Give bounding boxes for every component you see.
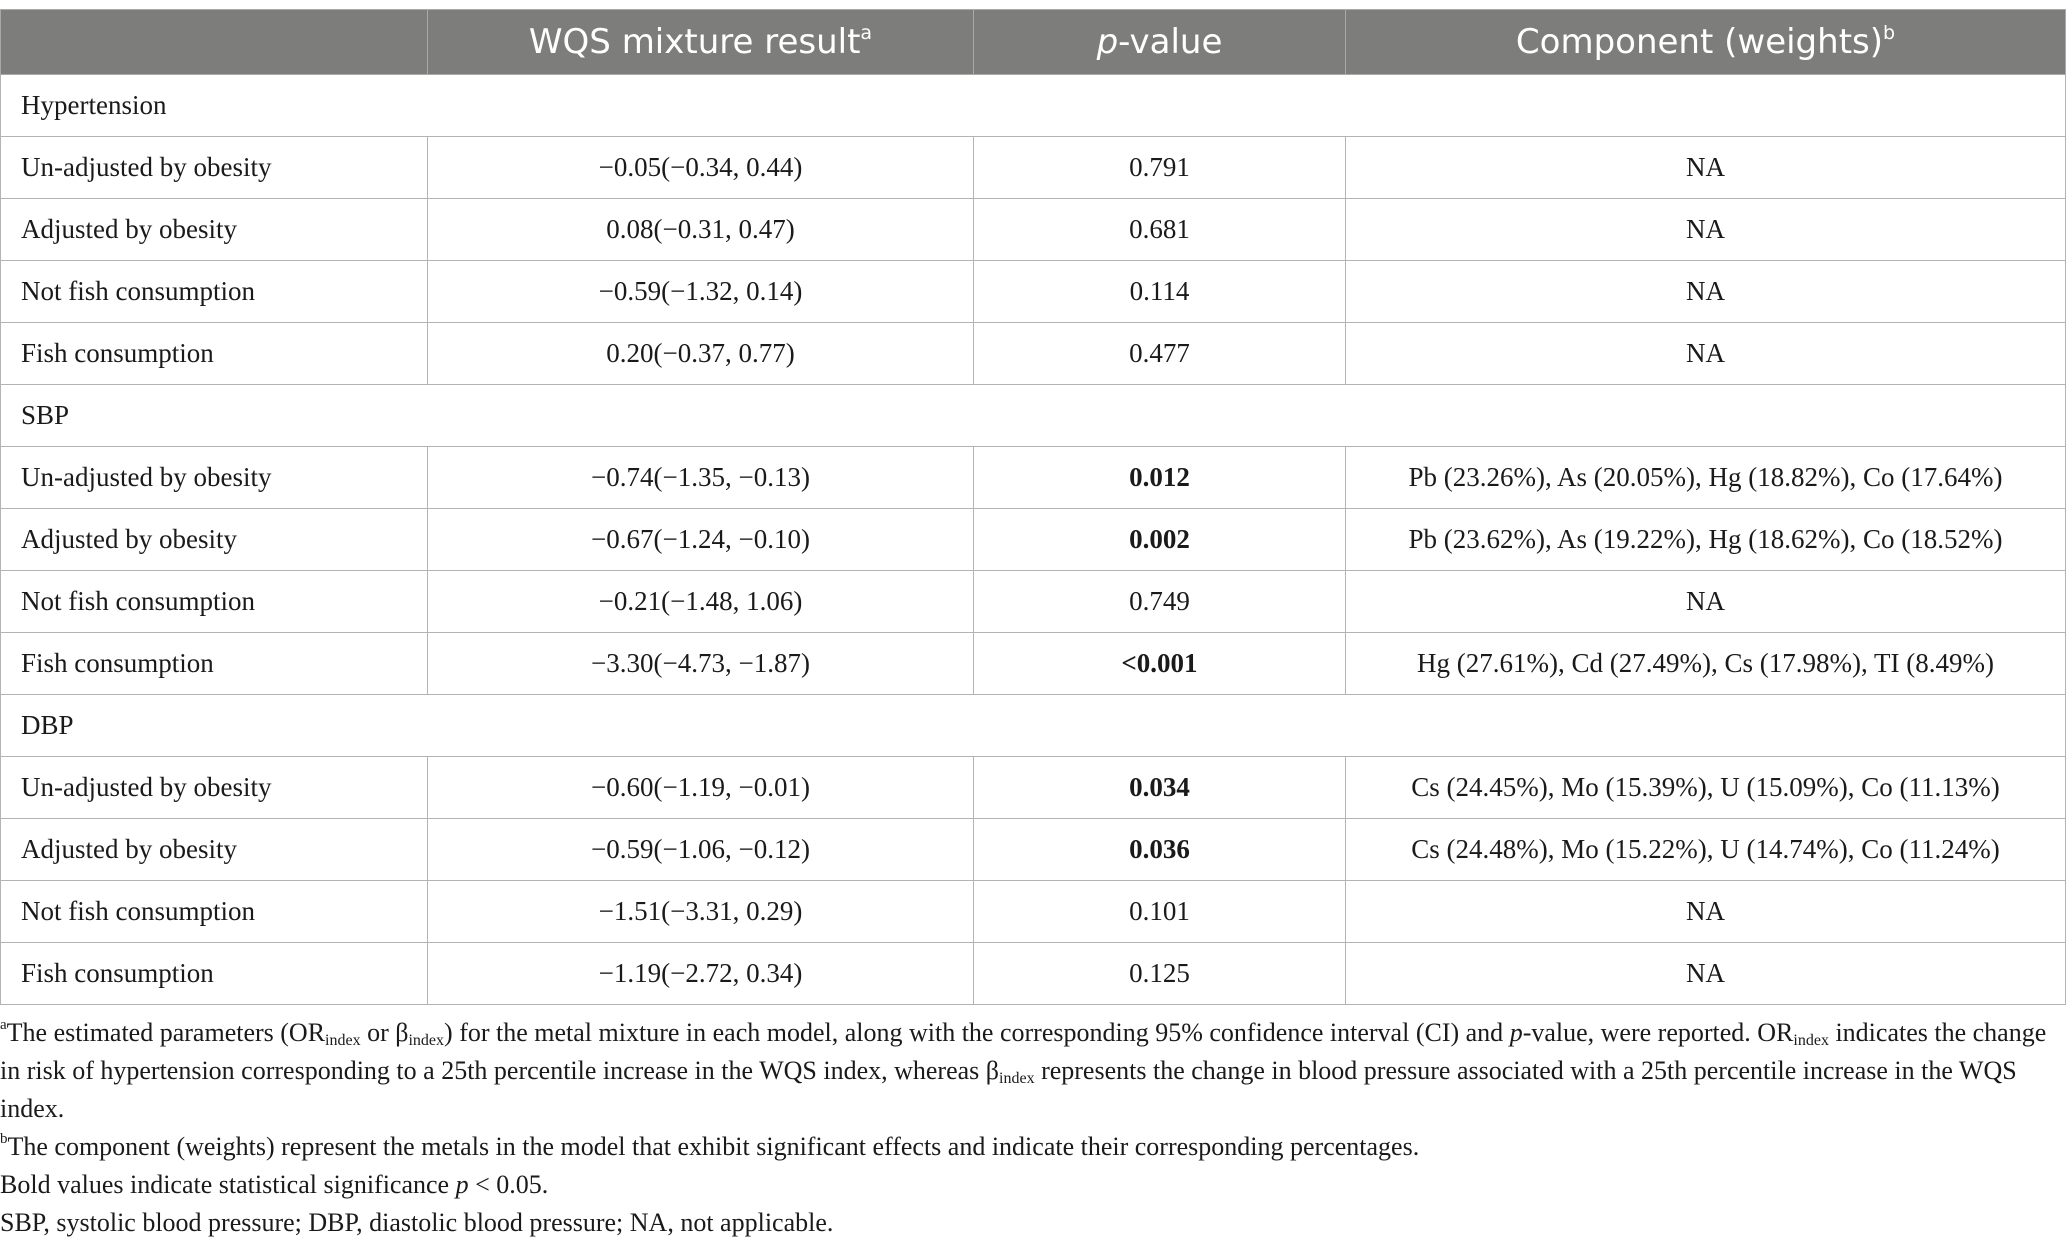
p-value-cell: 0.477 (974, 323, 1346, 385)
row-label: Adjusted by obesity (1, 199, 428, 261)
footnote-bold-note (0, 1166, 2060, 1204)
footnote-a-text-1: The estimated parameters (OR (6, 1018, 326, 1047)
table-row (1, 447, 2066, 509)
table-row (1, 943, 2066, 1005)
table-header (1, 10, 2066, 75)
row-label: Not fish consumption (1, 261, 428, 323)
wqs-result-cell: 0.20(−0.37, 0.77) (428, 323, 974, 385)
footnote-a (0, 1014, 2060, 1128)
p-value-cell: 0.114 (974, 261, 1346, 323)
header-p-value (974, 10, 1346, 75)
component-cell: NA (1346, 261, 2066, 323)
table-row (1, 633, 2066, 695)
p-value-cell: <0.001 (974, 633, 1346, 695)
p-value-cell: 0.791 (974, 137, 1346, 199)
wqs-result-cell: −0.60(−1.19, −0.01) (428, 757, 974, 819)
table-body (1, 75, 2066, 1005)
header-row (1, 10, 2066, 75)
table-row (1, 881, 2066, 943)
section-row-sbp (1, 385, 2066, 447)
section-row-dbp (1, 695, 2066, 757)
wqs-result-cell: −3.30(−4.73, −1.87) (428, 633, 974, 695)
wqs-result-cell: −0.21(−1.48, 1.06) (428, 571, 974, 633)
p-value-cell: 0.749 (974, 571, 1346, 633)
header-p-italic: p (1096, 22, 1119, 62)
footnote-mark-b: b (1883, 22, 1896, 44)
header-component (1346, 10, 2066, 75)
table-row (1, 199, 2066, 261)
table-row (1, 757, 2066, 819)
row-label: Un-adjusted by obesity (1, 137, 428, 199)
section-title: DBP (1, 695, 2066, 757)
bold-note-text-2: < 0.05. (468, 1170, 549, 1199)
footnote-abbreviations: SBP, systolic blood pressure; DBP, diastolic blood pressure; NA, not applicable. (0, 1208, 834, 1237)
footnote-a-sub-4: index (999, 1070, 1035, 1087)
header-component-text: Component (weights) (1515, 22, 1883, 62)
header-blank (1, 10, 428, 75)
footnote-a-sub-2: index (408, 1032, 445, 1049)
table-row (1, 819, 2066, 881)
footnote-a-text-3: ) for the metal mixture in each model, along with the corresponding 95% confidence interval (CI) and (444, 1018, 1510, 1047)
p-value-cell: 0.681 (974, 199, 1346, 261)
header-p-text: -value (1118, 22, 1223, 62)
row-label: Fish consumption (1, 943, 428, 1005)
header-wqs-result (428, 10, 974, 75)
wqs-result-cell: −0.59(−1.06, −0.12) (428, 819, 974, 881)
row-label: Fish consumption (1, 633, 428, 695)
p-value-cell: 0.125 (974, 943, 1346, 1005)
row-label: Adjusted by obesity (1, 819, 428, 881)
footnote-b (0, 1128, 2060, 1166)
component-cell: NA (1346, 323, 2066, 385)
row-label: Un-adjusted by obesity (1, 447, 428, 509)
wqs-result-cell: 0.08(−0.31, 0.47) (428, 199, 974, 261)
section-row-hypertension (1, 75, 2066, 137)
wqs-result-cell: −0.59(−1.32, 0.14) (428, 261, 974, 323)
footnote-a-text-5: indicates the change in risk of hypertension corresponding to a 25th percentile increase in the WQS index, whereas β (0, 1018, 2047, 1085)
component-cell: Pb (23.62%), As (19.22%), Hg (18.62%), Co (18.52%) (1346, 509, 2066, 571)
p-value-cell: 0.012 (974, 447, 1346, 509)
footnote-a-text-4: -value, were reported. OR (1522, 1018, 1794, 1047)
bold-note-text-1: Bold values indicate statistical significance (0, 1170, 456, 1199)
footnote-a-mark: a (0, 1017, 7, 1033)
row-label: Not fish consumption (1, 571, 428, 633)
component-cell: NA (1346, 943, 2066, 1005)
section-title: SBP (1, 385, 2066, 447)
header-wqs-result-text: WQS mixture result (528, 22, 861, 62)
bold-note-italic-p: p (455, 1170, 469, 1199)
footnote-a-text-6: represents the change in blood pressure associated with a 25th percentile increase in the WQS index. (0, 1056, 2017, 1123)
component-cell: Pb (23.26%), As (20.05%), Hg (18.82%), Co (17.64%) (1346, 447, 2066, 509)
wqs-results-table (0, 9, 2066, 1005)
footnote-a-italic-p: p (1509, 1018, 1523, 1047)
wqs-result-cell: −1.51(−3.31, 0.29) (428, 881, 974, 943)
section-title: Hypertension (1, 75, 2066, 137)
table-footnotes (0, 1014, 2060, 1242)
row-label: Adjusted by obesity (1, 509, 428, 571)
p-value-cell: 0.002 (974, 509, 1346, 571)
wqs-result-cell: −0.05(−0.34, 0.44) (428, 137, 974, 199)
wqs-result-cell: −0.67(−1.24, −0.10) (428, 509, 974, 571)
row-label: Un-adjusted by obesity (1, 757, 428, 819)
table-row (1, 509, 2066, 571)
component-cell: NA (1346, 137, 2066, 199)
table-row (1, 571, 2066, 633)
component-cell: NA (1346, 199, 2066, 261)
component-cell: NA (1346, 881, 2066, 943)
wqs-result-cell: −1.19(−2.72, 0.34) (428, 943, 974, 1005)
footnote-b-text: The component (weights) represent the metals in the model that exhibit significant effects and indicate their corresponding percentages. (7, 1132, 1420, 1161)
p-value-cell: 0.036 (974, 819, 1346, 881)
component-cell: NA (1346, 571, 2066, 633)
component-cell: Cs (24.48%), Mo (15.22%), U (14.74%), Co (11.24%) (1346, 819, 2066, 881)
row-label: Fish consumption (1, 323, 428, 385)
p-value-cell: 0.034 (974, 757, 1346, 819)
table-row (1, 137, 2066, 199)
component-cell: Cs (24.45%), Mo (15.39%), U (15.09%), Co (11.13%) (1346, 757, 2066, 819)
component-cell: Hg (27.61%), Cd (27.49%), Cs (17.98%), TI (8.49%) (1346, 633, 2066, 695)
footnote-a-sub-3: index (1793, 1032, 1829, 1049)
p-value-cell: 0.101 (974, 881, 1346, 943)
table-row (1, 323, 2066, 385)
wqs-result-cell: −0.74(−1.35, −0.13) (428, 447, 974, 509)
footnote-mark-a: a (860, 22, 873, 44)
row-label: Not fish consumption (1, 881, 428, 943)
footnote-b-mark: b (0, 1131, 8, 1147)
footnote-a-text-2: or β (360, 1018, 409, 1047)
footnote-a-sub-1: index (325, 1032, 361, 1049)
table-row (1, 261, 2066, 323)
